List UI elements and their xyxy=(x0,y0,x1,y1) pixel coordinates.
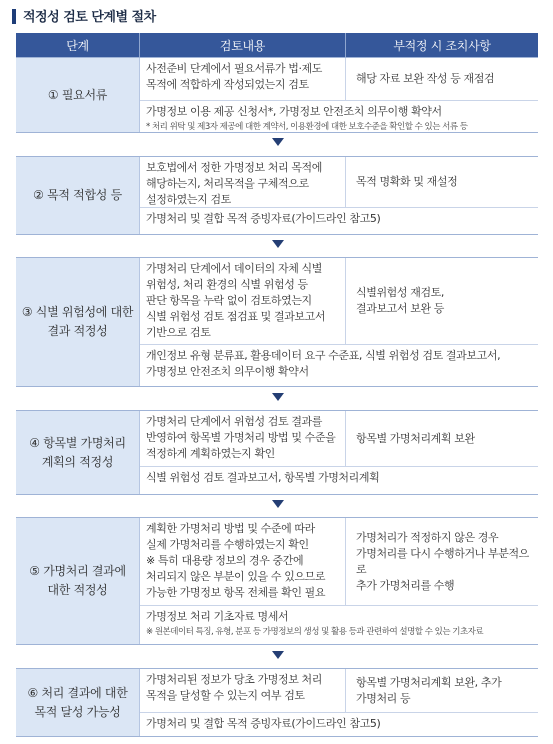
step-stage-label xyxy=(16,258,140,386)
text-line: 가명처리가 적정하지 않은 경우 xyxy=(356,530,499,544)
corrective-action xyxy=(346,669,538,713)
arrow-down-icon xyxy=(272,500,284,508)
text-line: 계획한 가명처리 방법 및 수준에 따라 xyxy=(146,522,315,535)
text-line: ⑤ 가명처리 결과에 xyxy=(29,564,126,578)
text-line: 목적에 적합하게 작성되었는지 검토 xyxy=(146,78,309,91)
text-line: 가명처리 등 xyxy=(356,691,411,705)
step-stage-label xyxy=(16,411,140,494)
text-line: 실제 가명처리를 수행하였는지 확인 xyxy=(146,538,309,551)
review-content xyxy=(140,157,346,208)
text-line: 식별 위험성 검토 결과보고서, 항목별 가명처리계획 xyxy=(146,471,380,484)
text-line: 항목별 가명처리계획 보완, 추가 xyxy=(356,675,502,689)
text-line: 결과 적정성 xyxy=(47,324,108,338)
required-documents xyxy=(140,208,538,234)
text-line: 사전준비 단계에서 필요서류가 법·제도 xyxy=(146,62,323,75)
action-text xyxy=(356,174,457,190)
text-line: 보호법에서 정한 가명정보 처리 목적에 xyxy=(146,161,323,174)
corrective-action xyxy=(346,518,538,606)
stage-text xyxy=(22,303,133,341)
action-text xyxy=(356,431,475,447)
step-stage-label xyxy=(16,669,140,736)
text-line: 결과보고서 보완 등 xyxy=(356,302,445,315)
text-line: 추가 가명처리를 수행 xyxy=(356,578,455,592)
text-line: 계획의 적정성 xyxy=(41,454,114,469)
text-line: 개인정보 유형 분류표, 활용데이터 요구 수준표, 식별 위험성 검토 결과보고서, xyxy=(146,349,501,362)
text-line: ② 목적 적합성 등 xyxy=(33,188,122,202)
header-review: 검토내용 xyxy=(140,33,346,57)
text-line: 가명정보 이용 제공 신청서*, 가명정보 안전조치 의무이행 확약서 xyxy=(146,105,442,118)
text-line: 목적을 달성할 수 있는지 여부 검토 xyxy=(146,689,305,702)
text-line: 판단 항목을 누락 없이 검토하였는지 xyxy=(146,294,312,307)
required-documents xyxy=(140,713,538,736)
text-line: 반영하여 항목별 가명처리 방법 및 수준을 xyxy=(146,431,336,444)
review-content xyxy=(140,669,346,713)
step-block xyxy=(16,257,538,387)
text-line: 식별 위험성 검토 점검표 및 결과보고서 xyxy=(146,310,326,323)
step-stage-label xyxy=(16,157,140,234)
stage-text xyxy=(48,86,107,105)
arrow-down-icon xyxy=(272,138,284,146)
text-line: 해당 자료 보완 작성 등 재점검 xyxy=(356,72,495,85)
arrow-down-icon xyxy=(272,393,284,401)
text-line: 가명처리를 다시 수행하거나 부분적으로 xyxy=(356,546,529,576)
action-text xyxy=(356,530,538,594)
text-line: 항목별 가명처리계획 보완 xyxy=(356,431,475,445)
text-line: ④ 항목별 가명처리 xyxy=(29,435,126,450)
text-line: 기반으로 검토 xyxy=(146,326,211,339)
text-line: 식별위험성 재검토, xyxy=(356,286,445,299)
stage-text xyxy=(27,684,127,722)
stage-text xyxy=(29,434,126,472)
required-documents xyxy=(140,101,538,132)
text-line: 가명처리 단계에서 데이터의 자체 식별 xyxy=(146,262,323,275)
step-stage-label xyxy=(16,518,140,644)
text-line: 가명처리된 정보가 당초 가명정보 처리 xyxy=(146,673,323,686)
text-line: 대한 적정성 xyxy=(47,583,108,597)
text-line: 가명정보 안전조치 의무이행 확약서 xyxy=(146,365,309,378)
required-documents xyxy=(140,606,538,644)
stage-text xyxy=(29,562,126,600)
stage-text xyxy=(33,186,122,205)
document-note: ※ 원본데이터 특징, 유형, 분포 등 가명정보의 생성 및 활용 등과 관련하여 설명할 수 있는 기초자료 xyxy=(146,627,484,637)
header-action: 부적정 시 조치사항 xyxy=(393,38,491,53)
review-content xyxy=(140,58,346,101)
text-line: 가능한 가명정보 항목 전체를 확인 필요 xyxy=(146,586,326,599)
corrective-action xyxy=(346,411,538,467)
corrective-action xyxy=(346,258,538,345)
required-documents xyxy=(140,345,538,386)
text-line: 목적 달성 가능성 xyxy=(34,704,121,719)
review-content xyxy=(140,518,346,606)
step-block xyxy=(16,156,538,235)
text-line: 위험성, 처리 환경의 식별 위험성 등 xyxy=(146,278,308,291)
text-line: ① 필요서류 xyxy=(47,87,108,102)
text-line: 가명처리 및 결합 목적 증빙자료(가이드라인 참고5) xyxy=(146,717,381,730)
text-line: ③ 식별 위험성에 대한 xyxy=(21,305,134,319)
step-stage-label xyxy=(16,58,140,132)
arrow-down-icon xyxy=(272,240,284,248)
text-line: 적정하게 계획하였는지 확인 xyxy=(146,447,275,460)
step-block xyxy=(16,57,538,133)
action-text xyxy=(356,285,444,317)
document-note: * 처리 위탁 및 제3자 제공에 대한 계약서, 이용환경에 대한 보호수준을 확인할 수 있는 서류 등 xyxy=(146,122,468,132)
step-block xyxy=(16,410,538,495)
corrective-action xyxy=(346,157,538,208)
text-line: 설정하였는지 검토 xyxy=(146,193,231,206)
header-stage: 단계 xyxy=(16,33,140,57)
page-title: 적정성 검토 단계별 절차 xyxy=(23,10,156,25)
text-line: 가명정보 처리 기초자료 명세서 xyxy=(146,610,289,623)
text-line: 목적 명확화 및 재설정 xyxy=(356,175,458,188)
action-text xyxy=(356,675,501,707)
table-header xyxy=(16,33,538,57)
text-line: 가명처리 단계에서 위험성 검토 결과를 xyxy=(146,415,323,428)
title-accent-bar xyxy=(12,9,16,24)
text-line: 해당하는지, 처리목적을 구체적으로 xyxy=(146,177,309,190)
text-line: 가명처리 및 결합 목적 증빙자료(가이드라인 참고5) xyxy=(146,212,381,225)
text-line: ⑥ 처리 결과에 대한 xyxy=(27,685,128,700)
arrow-down-icon xyxy=(272,651,284,659)
corrective-action xyxy=(346,58,538,101)
text-line: 처리되지 않은 부분이 있을 수 있으므로 xyxy=(146,570,326,583)
review-content xyxy=(140,411,346,467)
step-block xyxy=(16,517,538,645)
step-block xyxy=(16,668,538,737)
action-text xyxy=(356,71,494,87)
text-line: ※ 특히 대용량 정보의 경우 중간에 xyxy=(146,554,304,567)
review-content xyxy=(140,258,346,345)
required-documents xyxy=(140,467,538,494)
